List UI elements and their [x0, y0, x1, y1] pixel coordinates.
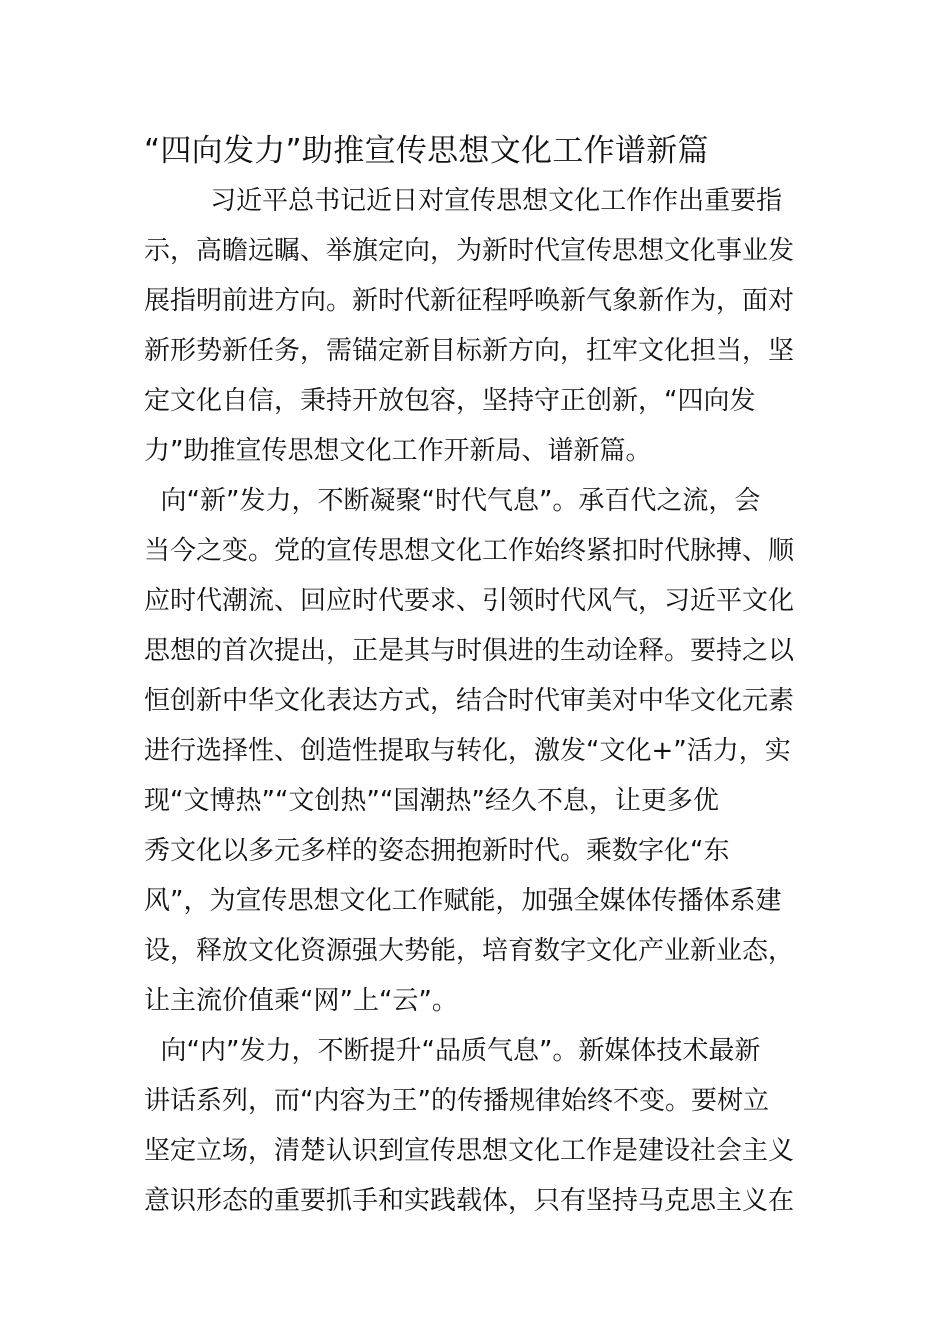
text-line: 讲话系列，而“内容为王”的传播规律始终不变。要树立 [144, 1086, 769, 1116]
text-line: 现“文博热”“文创热”“国潮热”经久不息，让更多优 [144, 786, 719, 816]
document-body [144, 176, 806, 1226]
text-line: 示，高瞻远瞩、举旗定向，为新时代宣传思想文化事业发 [144, 236, 795, 266]
text-line: 当今之变。党的宣传思想文化工作始终紧扣时代脉搏、顺 [144, 536, 795, 566]
text-line: 新形势新任务，需锚定新目标新方向，扛牢文化担当，坚 [144, 336, 795, 366]
text-line: 习近平总书记近日对宣传思想文化工作作出重要指 [144, 186, 783, 216]
text-line: 意识形态的重要抓手和实践载体，只有坚持马克思主义在 [144, 1186, 795, 1216]
text-line: 进行选择性、创造性提取与转化，激发“文化+”活力，实 [144, 736, 791, 766]
text-line: 坚定立场，清楚认识到宣传思想文化工作是建设社会主义 [144, 1136, 795, 1166]
text-line: 力”助推宣传思想文化工作开新局、谱新篇。 [144, 436, 652, 466]
document-title: “四向发力”助推宣传思想文化工作谱新篇 [144, 133, 709, 169]
text-line: 恒创新中华文化表达方式，结合时代审美对中华文化元素 [144, 686, 795, 716]
text-line: 让主流价值乘“网”上“云”。 [144, 986, 458, 1016]
text-line: 向“内”发力，不断提升“品质气息”。新媒体技术最新 [144, 1036, 761, 1066]
text-line: 秀文化以多元多样的姿态拥抱新时代。乘数字化“东 [144, 836, 730, 866]
text-line: 思想的首次提出，正是其与时俱进的生动诠释。要持之以 [144, 636, 795, 666]
text-line: 风”，为宣传思想文化工作赋能，加强全媒体传播体系建 [144, 886, 782, 916]
text-line: 定文化自信，秉持开放包容，坚持守正创新，“四向发 [144, 386, 756, 416]
text-line: 设，释放文化资源强大势能，培育数字文化产业新业态， [144, 936, 795, 966]
text-line: 向“新”发力，不断凝聚“时代气息”。承百代之流，会 [144, 486, 761, 516]
text-line: 应时代潮流、回应时代要求、引领时代风气，习近平文化 [144, 586, 795, 616]
text-line: 展指明前进方向。新时代新征程呼唤新气象新作为，面对 [144, 286, 795, 316]
